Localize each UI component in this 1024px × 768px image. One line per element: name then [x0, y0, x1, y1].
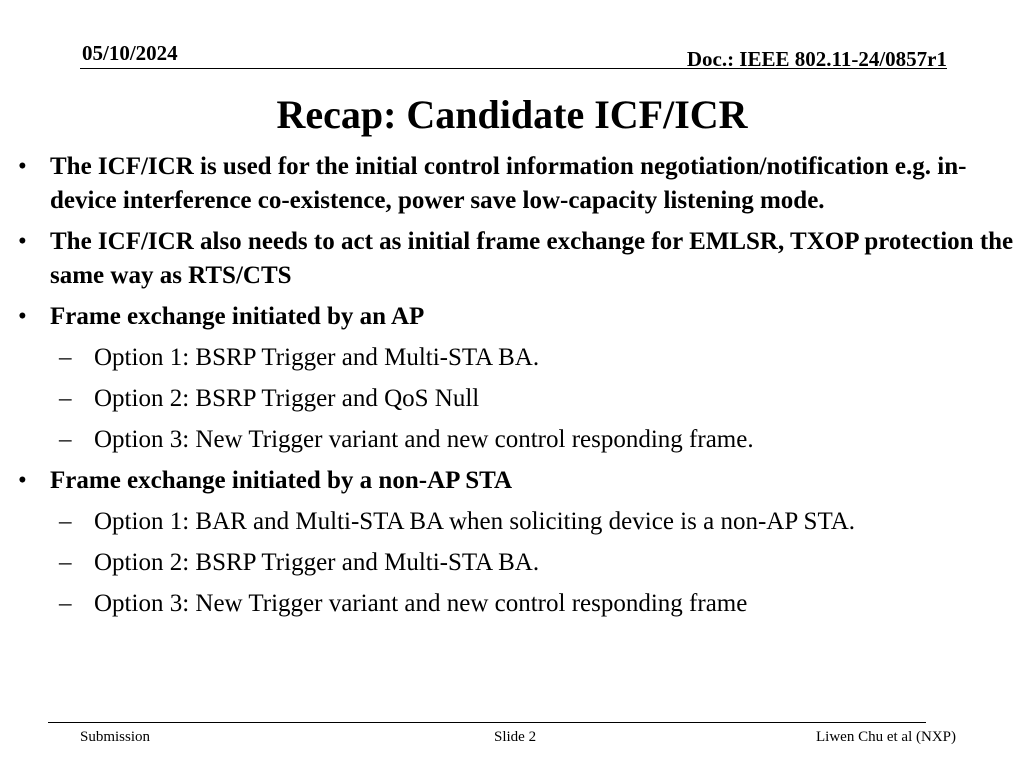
footer-divider [48, 722, 926, 723]
bullet-marker: • [18, 153, 27, 180]
bullet-item [18, 225, 1018, 293]
sub-bullet-marker: – [59, 508, 72, 535]
sub-bullet-item [18, 341, 1018, 375]
bullet-item [18, 150, 1018, 218]
bullet-item [18, 464, 1018, 498]
bullet-marker: • [18, 228, 27, 255]
footer-submission: Submission [80, 729, 151, 745]
sub-bullet-marker: – [59, 426, 72, 453]
header-divider [80, 68, 947, 69]
footer-authors: Liwen Chu et al (NXP) [816, 729, 956, 745]
sub-bullet-marker: – [59, 549, 72, 576]
bullet-marker: • [18, 467, 27, 494]
slide-title: Recap: Candidate ICF/ICR [276, 92, 748, 137]
sub-bullet-text: Option 1: BSRP Trigger and Multi-STA BA. [94, 344, 540, 371]
bullet-text: The ICF/ICR is used for the initial control information negotiation/notification e.g. in-device interference co-existence, power save low-capacity listening mode. [50, 153, 967, 214]
header-date: 05/10/2024 [82, 41, 178, 65]
sub-bullet-item [18, 546, 1018, 580]
sub-bullet-text: Option 2: BSRP Trigger and QoS Null [94, 385, 480, 412]
bullet-marker: • [18, 303, 27, 330]
sub-bullet-item [18, 382, 1018, 416]
footer-slide-number: Slide 2 [494, 729, 537, 745]
sub-bullet-marker: – [59, 385, 72, 412]
sub-bullet-item [18, 587, 1018, 621]
sub-bullet-text: Option 3: New Trigger variant and new control responding frame. [94, 426, 754, 453]
sub-bullet-marker: – [59, 344, 72, 371]
sub-bullet-item [18, 505, 1018, 539]
header-doc-id: Doc.: IEEE 802.11-24/0857r1 [686, 47, 947, 71]
bullet-item [18, 300, 1018, 334]
bullet-text: The ICF/ICR also needs to act as initial frame exchange for EMLSR, TXOP protection the same way as RTS/CTS [50, 228, 1014, 289]
sub-bullet-text: Option 2: BSRP Trigger and Multi-STA BA. [94, 549, 540, 576]
sub-bullet-text: Option 1: BAR and Multi-STA BA when soliciting device is a non-AP STA. [94, 508, 856, 535]
sub-bullet-marker: – [59, 590, 72, 617]
bullet-text: Frame exchange initiated by a non-AP STA [50, 467, 513, 494]
bullet-list [18, 150, 1018, 628]
sub-bullet-item [18, 423, 1018, 457]
bullet-text: Frame exchange initiated by an AP [50, 303, 425, 330]
sub-bullet-text: Option 3: New Trigger variant and new control responding frame [94, 590, 748, 617]
